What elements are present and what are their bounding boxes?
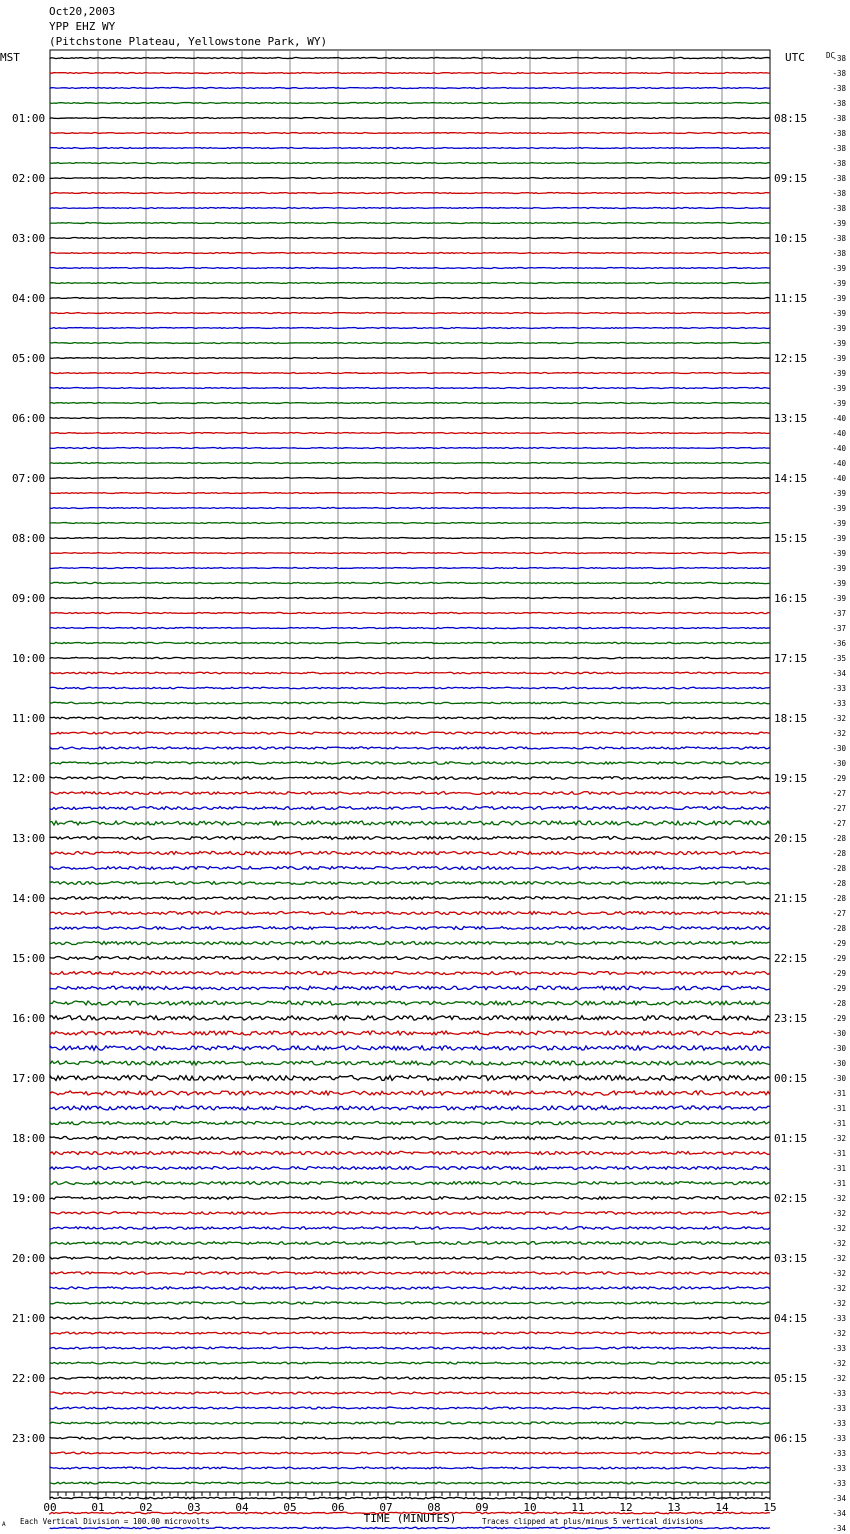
trace-line: [50, 957, 770, 960]
trace-line: [50, 971, 770, 974]
mst-hour-label: 08:00: [12, 532, 46, 545]
plot-frame: [50, 50, 770, 1492]
trace-line: [50, 358, 770, 359]
trace-line: [50, 941, 770, 944]
mst-hour-label: 14:00: [12, 892, 46, 905]
trace-line: [50, 1182, 770, 1185]
dc-offset-label: -33: [832, 1464, 846, 1473]
trace-line: [50, 118, 770, 119]
dc-offset-label: -32: [832, 714, 846, 723]
dc-offset-label: -39: [832, 399, 846, 408]
trace-line: [50, 313, 770, 314]
trace-line: [50, 642, 770, 643]
date-label: Oct20,2003: [49, 5, 116, 18]
trace-line: [50, 1467, 770, 1469]
utc-hour-label: 12:15: [774, 352, 808, 365]
dc-offset-label: -30: [832, 1044, 846, 1053]
mst-hour-label: 23:00: [12, 1432, 46, 1445]
mst-hour-label: 16:00: [12, 1012, 46, 1025]
trace-line: [50, 388, 770, 389]
dc-offset-label: -37: [832, 624, 846, 633]
utc-hour-label: 19:15: [774, 772, 808, 785]
trace-line: [50, 1332, 770, 1334]
dc-offset-label: -32: [832, 1374, 846, 1383]
dc-offset-label: -32: [832, 1254, 846, 1263]
utc-hour-label: 11:15: [774, 292, 808, 305]
utc-hour-label: 14:15: [774, 472, 808, 485]
mst-hour-label: 21:00: [12, 1312, 46, 1325]
trace-line: [50, 1452, 770, 1454]
trace-line: [50, 687, 770, 689]
utc-hour-label: 08:15: [774, 112, 808, 125]
dc-offset-label: -32: [832, 1269, 846, 1278]
dc-offset-label: -33: [832, 1389, 846, 1398]
trace-line: [50, 1257, 770, 1259]
dc-offset-label: -39: [832, 519, 846, 528]
dc-offset-label: -33: [832, 1404, 846, 1413]
trace-line: [50, 582, 770, 583]
station-label: YPP EHZ WY: [49, 20, 116, 33]
x-tick-label: 04: [235, 1501, 249, 1514]
dc-offset-label: -30: [832, 1029, 846, 1038]
dc-offset-label: -32: [832, 1329, 846, 1338]
dc-offset-label: -34: [832, 669, 846, 678]
trace-line: [50, 328, 770, 329]
trace-line: [50, 1151, 770, 1154]
dc-offset-label: -38: [832, 54, 846, 63]
vertical-division-note: Each Vertical Division = 100.00 microvolts: [20, 1517, 210, 1526]
dc-offset-label: -32: [832, 1134, 846, 1143]
mst-hour-label: 19:00: [12, 1192, 46, 1205]
trace-line: [50, 73, 770, 74]
dc-offset-label: -38: [832, 129, 846, 138]
dc-offset-label: -33: [832, 699, 846, 708]
mst-hour-label: 04:00: [12, 292, 46, 305]
dc-offset-label: -29: [832, 1014, 846, 1023]
dc-offset-label: -38: [832, 69, 846, 78]
dc-offset-label: -39: [832, 219, 846, 228]
dc-offset-label: -38: [832, 249, 846, 258]
trace-line: [50, 1482, 770, 1484]
dc-offset-label: -27: [832, 819, 846, 828]
trace-line: [50, 1197, 770, 1200]
utc-hour-label: 13:15: [774, 412, 808, 425]
dc-offset-label: -29: [832, 774, 846, 783]
trace-line: [50, 1347, 770, 1349]
x-tick-label: 05: [283, 1501, 297, 1514]
dc-offset-label: -32: [832, 1209, 846, 1218]
dc-offset-label: -38: [832, 174, 846, 183]
x-tick-label: 10: [523, 1501, 537, 1514]
dc-offset-label: -39: [832, 534, 846, 543]
trace-line: [50, 103, 770, 104]
dc-offset-label: -31: [832, 1119, 846, 1128]
trace-line: [50, 1377, 770, 1379]
dc-offset-label: -39: [832, 579, 846, 588]
dc-offset-label: -39: [832, 504, 846, 513]
dc-offset-label: -28: [832, 924, 846, 933]
x-tick-label: 07: [379, 1501, 393, 1514]
trace-line: [50, 463, 770, 464]
dc-offset-label: -38: [832, 189, 846, 198]
trace-line: [50, 163, 770, 164]
dc-offset-label: -33: [832, 1344, 846, 1353]
mst-hour-label: 18:00: [12, 1132, 46, 1145]
trace-line: [50, 1212, 770, 1215]
dc-offset-label: -33: [832, 684, 846, 693]
dc-offset-label: -39: [832, 264, 846, 273]
trace-line: [50, 657, 770, 658]
trace-line: [50, 1242, 770, 1245]
x-tick-label: 00: [43, 1501, 57, 1514]
utc-hour-label: 17:15: [774, 652, 808, 665]
utc-hour-label: 16:15: [774, 592, 808, 605]
x-tick-label: 08: [427, 1501, 441, 1514]
utc-hour-label: 15:15: [774, 532, 808, 545]
x-axis-title: TIME (MINUTES): [363, 1512, 457, 1525]
trace-line: [50, 1016, 770, 1020]
mst-hour-label: 10:00: [12, 652, 46, 665]
trace-line: [50, 568, 770, 569]
mst-hour-label: 12:00: [12, 772, 46, 785]
dc-offset-label: -39: [832, 594, 846, 603]
dc-offset-label: -30: [832, 1074, 846, 1083]
corner-mark: A: [2, 1521, 6, 1528]
dc-offset-label: -28: [832, 864, 846, 873]
trace-line: [50, 538, 770, 539]
dc-offset-label: -38: [832, 99, 846, 108]
mst-hour-label: 07:00: [12, 472, 46, 485]
trace-line: [50, 88, 770, 89]
x-tick-label: 03: [187, 1501, 201, 1514]
trace-line: [50, 373, 770, 374]
x-tick-label: 11: [571, 1501, 585, 1514]
trace-line: [50, 178, 770, 179]
utc-hour-label: 10:15: [774, 232, 808, 245]
dc-offset-label: -27: [832, 909, 846, 918]
trace-line: [50, 627, 770, 628]
dc-offset-label: -30: [832, 1059, 846, 1068]
trace-line: [50, 897, 770, 900]
trace-line: [50, 1422, 770, 1424]
trace-line: [50, 1121, 770, 1124]
trace-line: [50, 851, 770, 854]
dc-offset-label: -30: [832, 759, 846, 768]
x-tick-label: 13: [667, 1501, 681, 1514]
dc-label: DC: [826, 51, 836, 60]
dc-offset-label: -31: [832, 1089, 846, 1098]
dc-offset-label: -39: [832, 309, 846, 318]
trace-line: [50, 807, 770, 810]
mst-hour-label: 05:00: [12, 352, 46, 365]
utc-hour-label: 03:15: [774, 1252, 808, 1265]
x-tick-label: 02: [139, 1501, 153, 1514]
dc-offset-label: -39: [832, 549, 846, 558]
trace-line: [50, 1392, 770, 1394]
x-tick-label: 15: [763, 1501, 777, 1514]
trace-line: [50, 762, 770, 764]
dc-offset-label: -38: [832, 84, 846, 93]
trace-line: [50, 223, 770, 224]
trace-line: [50, 253, 770, 254]
utc-hour-label: 01:15: [774, 1132, 808, 1145]
x-tick-label: 14: [715, 1501, 729, 1514]
trace-line: [50, 1407, 770, 1409]
dc-offset-label: -40: [832, 429, 846, 438]
dc-offset-label: -39: [832, 294, 846, 303]
trace-line: [50, 1302, 770, 1304]
mst-axis-label: MST: [0, 51, 20, 64]
trace-line: [50, 478, 770, 479]
dc-offset-label: -32: [832, 1239, 846, 1248]
dc-offset-label: -28: [832, 834, 846, 843]
dc-offset-label: -40: [832, 474, 846, 483]
dc-offset-label: -31: [832, 1164, 846, 1173]
dc-offset-label: -33: [832, 1449, 846, 1458]
trace-line: [50, 133, 770, 134]
trace-line: [50, 1001, 770, 1005]
dc-offset-label: -39: [832, 369, 846, 378]
dc-offset-label: -27: [832, 804, 846, 813]
trace-line: [50, 523, 770, 524]
dc-offset-label: -28: [832, 879, 846, 888]
dc-offset-label: -36: [832, 639, 846, 648]
mst-hour-label: 09:00: [12, 592, 46, 605]
dc-offset-label: -34: [832, 1509, 846, 1518]
mst-hour-label: 15:00: [12, 952, 46, 965]
trace-line: [50, 927, 770, 930]
utc-hour-label: 09:15: [774, 172, 808, 185]
utc-hour-label: 02:15: [774, 1192, 808, 1205]
trace-line: [50, 1031, 770, 1035]
dc-offset-label: -38: [832, 159, 846, 168]
trace-line: [50, 1527, 770, 1529]
dc-offset-label: -32: [832, 1359, 846, 1368]
trace-line: [50, 1437, 770, 1439]
dc-offset-label: -29: [832, 984, 846, 993]
dc-offset-label: -27: [832, 789, 846, 798]
trace-line: [50, 882, 770, 885]
dc-offset-label: -28: [832, 894, 846, 903]
trace-line: [50, 57, 770, 58]
trace-line: [50, 1272, 770, 1274]
trace-line: [50, 1362, 770, 1364]
utc-hour-label: 05:15: [774, 1372, 808, 1385]
utc-hour-label: 18:15: [774, 712, 808, 725]
trace-line: [50, 597, 770, 598]
utc-hour-label: 20:15: [774, 832, 808, 845]
utc-hour-label: 04:15: [774, 1312, 808, 1325]
trace-line: [50, 986, 770, 990]
trace-line: [50, 732, 770, 734]
utc-hour-label: 00:15: [774, 1072, 808, 1085]
trace-line: [50, 403, 770, 404]
trace-line: [50, 1287, 770, 1289]
trace-line: [50, 777, 770, 780]
dc-offset-label: -39: [832, 384, 846, 393]
trace-line: [50, 148, 770, 149]
utc-hour-label: 21:15: [774, 892, 808, 905]
trace-line: [50, 612, 770, 613]
mst-hour-label: 20:00: [12, 1252, 46, 1265]
trace-line: [50, 343, 770, 344]
utc-hour-label: 22:15: [774, 952, 808, 965]
trace-line: [50, 792, 770, 795]
trace-line: [50, 867, 770, 870]
x-tick-label: 09: [475, 1501, 489, 1514]
trace-line: [50, 837, 770, 840]
dc-offset-label: -38: [832, 204, 846, 213]
trace-line: [50, 1076, 770, 1081]
trace-line: [50, 1106, 770, 1110]
dc-offset-label: -40: [832, 444, 846, 453]
trace-line: [50, 448, 770, 449]
utc-hour-label: 06:15: [774, 1432, 808, 1445]
trace-line: [50, 298, 770, 299]
trace-line: [50, 433, 770, 434]
trace-line: [50, 553, 770, 554]
x-tick-label: 06: [331, 1501, 345, 1514]
trace-line: [50, 508, 770, 509]
dc-offset-label: -34: [832, 1524, 846, 1533]
dc-offset-label: -28: [832, 999, 846, 1008]
x-tick-label: 01: [91, 1501, 105, 1514]
dc-offset-label: -33: [832, 1314, 846, 1323]
dc-offset-label: -37: [832, 609, 846, 618]
x-tick-label: 12: [619, 1501, 633, 1514]
dc-offset-label: -29: [832, 954, 846, 963]
dc-offset-label: -38: [832, 114, 846, 123]
trace-line: [50, 208, 770, 209]
mst-hour-label: 17:00: [12, 1072, 46, 1085]
dc-offset-label: -29: [832, 969, 846, 978]
trace-line: [50, 1317, 770, 1319]
trace-line: [50, 238, 770, 239]
dc-offset-label: -31: [832, 1104, 846, 1113]
dc-offset-label: -33: [832, 1479, 846, 1488]
dc-offset-label: -39: [832, 324, 846, 333]
dc-offset-label: -28: [832, 849, 846, 858]
mst-hour-label: 13:00: [12, 832, 46, 845]
trace-line: [50, 1167, 770, 1170]
dc-offset-label: -39: [832, 279, 846, 288]
utc-hour-label: 23:15: [774, 1012, 808, 1025]
dc-offset-label: -30: [832, 744, 846, 753]
dc-offset-label: -39: [832, 354, 846, 363]
trace-line: [50, 747, 770, 749]
dc-offset-label: -39: [832, 489, 846, 498]
trace-line: [50, 912, 770, 915]
dc-offset-label: -34: [832, 1494, 846, 1503]
trace-line: [50, 672, 770, 674]
location-label: (Pitchstone Plateau, Yellowstone Park, WY): [49, 35, 328, 48]
dc-offset-label: -33: [832, 1434, 846, 1443]
trace-line: [50, 1137, 770, 1140]
mst-hour-label: 01:00: [12, 112, 46, 125]
trace-line: [50, 283, 770, 284]
dc-offset-label: -32: [832, 1224, 846, 1233]
trace-line: [50, 1497, 770, 1499]
trace-line: [50, 1091, 770, 1095]
dc-offset-label: -31: [832, 1149, 846, 1158]
utc-axis-label: UTC: [785, 51, 805, 64]
dc-offset-label: -40: [832, 459, 846, 468]
dc-offset-label: -35: [832, 654, 846, 663]
mst-hour-label: 03:00: [12, 232, 46, 245]
trace-line: [50, 268, 770, 269]
trace-line: [50, 193, 770, 194]
dc-offset-label: -32: [832, 729, 846, 738]
mst-hour-label: 02:00: [12, 172, 46, 185]
trace-line: [50, 1061, 770, 1065]
trace-line: [50, 717, 770, 719]
mst-hour-label: 22:00: [12, 1372, 46, 1385]
mst-hour-label: 11:00: [12, 712, 46, 725]
trace-line: [50, 702, 770, 704]
trace-line: [50, 821, 770, 825]
dc-offset-label: -39: [832, 564, 846, 573]
clipping-note: Traces clipped at plus/minus 5 vertical divisions: [482, 1517, 704, 1526]
dc-offset-label: -32: [832, 1284, 846, 1293]
trace-line: [50, 1046, 770, 1050]
trace-line: [50, 1227, 770, 1230]
mst-hour-label: 06:00: [12, 412, 46, 425]
dc-offset-label: -31: [832, 1179, 846, 1188]
trace-line: [50, 418, 770, 419]
dc-offset-label: -29: [832, 939, 846, 948]
dc-offset-label: -32: [832, 1299, 846, 1308]
trace-line: [50, 493, 770, 494]
dc-offset-label: -39: [832, 339, 846, 348]
dc-offset-label: -40: [832, 414, 846, 423]
dc-offset-label: -38: [832, 234, 846, 243]
dc-offset-label: -33: [832, 1419, 846, 1428]
dc-offset-label: -38: [832, 144, 846, 153]
dc-offset-label: -32: [832, 1194, 846, 1203]
